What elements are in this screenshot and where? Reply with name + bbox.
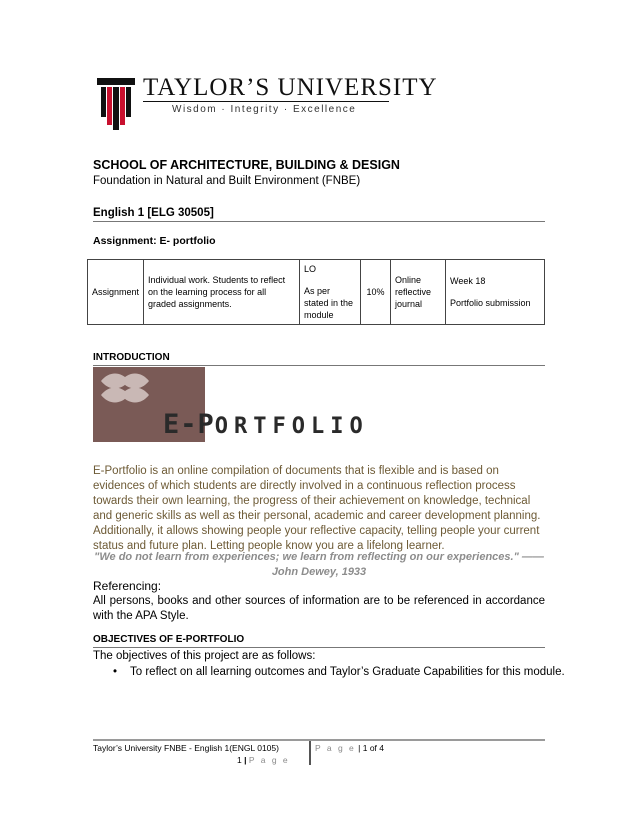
- objective-text: To reflect on all learning outcomes and Taylor’s Graduate Capabilities for this module.: [130, 666, 565, 678]
- page-word-2: P a g e: [248, 755, 290, 765]
- due-week: Week 18: [450, 276, 486, 286]
- due-date-cell: [446, 260, 545, 325]
- university-logo-mark: [97, 78, 135, 130]
- lo-heading: LO: [304, 264, 317, 274]
- page-count: | 1 of 4: [358, 743, 385, 753]
- submission-mode-cell: Online reflective journal: [391, 260, 446, 325]
- lo-value: As per stated in the module: [304, 286, 354, 320]
- footer-course: Taylor’s University FNBE - English 1(ENGL 0105): [93, 743, 279, 753]
- introduction-paragraph: E-Portfolio is an online compilation of documents that is flexible and is based on evidences of which students are directly involved in a continuous reflection process towards their own learning, the progress of their achievement on knowledge, technical and generic skills as well as their personal, academic and career development planning. Additionally, it allows showing people your reflective capacity, telling people your current status and future plan. Letting people know you are a lifelong learner.: [93, 465, 541, 552]
- university-name: TAYLOR’S UNIVERSITY: [143, 74, 438, 101]
- referencing-text: All persons, books and other sources of information are to be referenced in accordance with the APA Style.: [93, 595, 545, 622]
- assessment-type-cell: Assignment: [88, 260, 144, 325]
- due-note: Portfolio submission: [450, 298, 531, 308]
- assessment-description-cell: Individual work. Students to reflect on the learning process for all graded assignments.: [144, 260, 300, 325]
- eportfolio-title-initial: E-P: [163, 409, 215, 440]
- bullet-icon: •: [113, 666, 118, 678]
- introduction-heading: INTRODUCTION: [93, 352, 170, 363]
- eportfolio-title: [163, 409, 369, 440]
- page-number: 1: [237, 755, 242, 765]
- table-row: [88, 260, 545, 325]
- school-title: SCHOOL OF ARCHITECTURE, BUILDING & DESIGN: [93, 158, 400, 172]
- objectives-heading: OBJECTIVES OF E-PORTFOLIO: [93, 634, 245, 645]
- assignment-title: Assignment: E- portfolio: [93, 235, 216, 247]
- footer-page-number: [237, 755, 290, 765]
- footer-separator: [309, 741, 311, 765]
- weightage-cell: 10%: [361, 260, 391, 325]
- course-title: English 1 [ELG 30505]: [93, 207, 214, 219]
- referencing-label: Referencing:: [93, 579, 162, 593]
- footer-page-info: [315, 743, 384, 753]
- dewey-quote: "We do not learn from experiences; we learn from reflecting on our experiences." —— John Dewey, 1933: [94, 551, 544, 578]
- eportfolio-title-rest: ORTFOLIO: [214, 414, 369, 439]
- objectives-intro: The objectives of this project are as follows:: [93, 650, 316, 662]
- page-word: P a g e: [315, 743, 356, 753]
- university-tagline: Wisdom · Integrity · Excellence: [172, 104, 357, 115]
- objectives-divider: [93, 647, 545, 648]
- footer-divider: [93, 739, 545, 741]
- list-item: [113, 666, 565, 678]
- introduction-divider: [93, 365, 545, 366]
- course-divider: [93, 221, 545, 222]
- page-bar: |: [244, 755, 247, 765]
- learning-outcome-cell: [300, 260, 361, 325]
- logo-divider: [143, 101, 389, 102]
- assessment-table: [87, 259, 545, 325]
- programme-title: Foundation in Natural and Built Environment (FNBE): [93, 175, 361, 187]
